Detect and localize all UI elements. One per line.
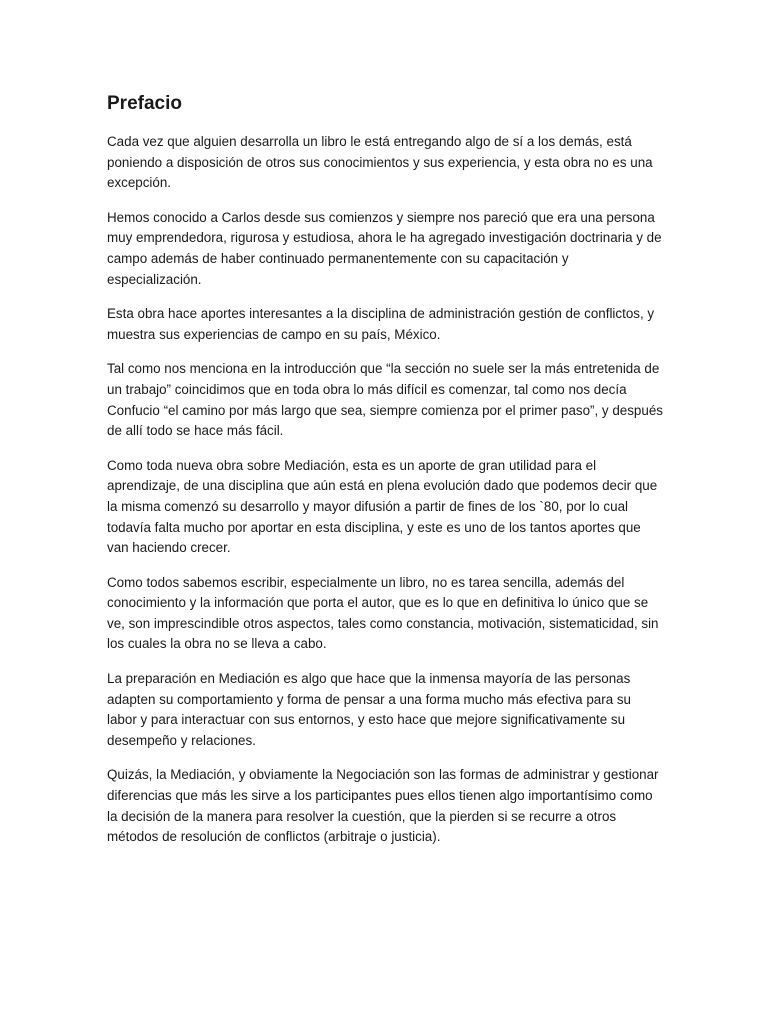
- paragraph: Tal como nos menciona en la introducción que “la sección no suele ser la más entretenida de un trabajo” coincidimos que en toda obra lo más difícil es comenzar, tal como nos decía Confucio “el camino por más largo que sea, siempre comienza por el primer paso”, y después de allí todo se hace más fácil.: [107, 361, 663, 439]
- paragraph: Quizás, la Mediación, y obviamente la Negociación son las formas de administrar y gestionar diferencias que más les sirve a los participantes pues ellos tienen algo importantísimo como la decisión de la manera para resolver la cuestión, que la pierden si se recurre a otros métodos de resolución de conflictos (arbitraje o justicia).: [107, 767, 659, 845]
- paragraph: Hemos conocido a Carlos desde sus comienzos y siempre nos pareció que era una persona muy emprendedora, rigurosa y estudiosa, ahora le ha agregado investigación doctrinaria y de campo además de haber continuado permanentemente con su capacitación y especialización.: [107, 209, 662, 287]
- paragraph: Cada vez que alguien desarrolla un libro le está entregando algo de sí a los demás, está poniendo a disposición de otros sus conocimientos y sus experiencia, y esta obra no es una excepción.: [107, 134, 653, 191]
- page-title: Prefacio: [107, 93, 182, 114]
- paragraph: La preparación en Mediación es algo que hace que la inmensa mayoría de las personas adapten su comportamiento y forma de pensar a una forma mucho más efectiva para su labor y para interactuar con sus entornos, y esto hace que mejore significativamente su desempeño y relaciones.: [107, 671, 632, 748]
- paragraph: Como toda nueva obra sobre Mediación, esta es un aporte de gran utilidad para el aprendizaje, de una disciplina que aún está en plena evolución dado que podemos decir que la misma comenzó su desarrollo y mayor difusión a partir de fines de los `80, por lo cual todavía falta mucho por aportar en esta disciplina, y este es uno de los tantos aportes que van haciendo crecer.: [107, 457, 658, 556]
- document-body: [107, 92, 663, 862]
- paragraph: Esta obra hace aportes interesantes a la disciplina de administración gestión de conflictos, y muestra sus experiencias de campo en su país, México.: [107, 306, 655, 342]
- paragraph: Como todos sabemos escribir, especialmente un libro, no es tarea sencilla, además del conocimiento y la información que porta el autor, que es lo que en definitiva lo único que se ve, son imprescindible otros aspectos, tales como constancia, motivación, sistematicidad, sin los cuales la obra no se lleva a cabo.: [107, 574, 659, 652]
